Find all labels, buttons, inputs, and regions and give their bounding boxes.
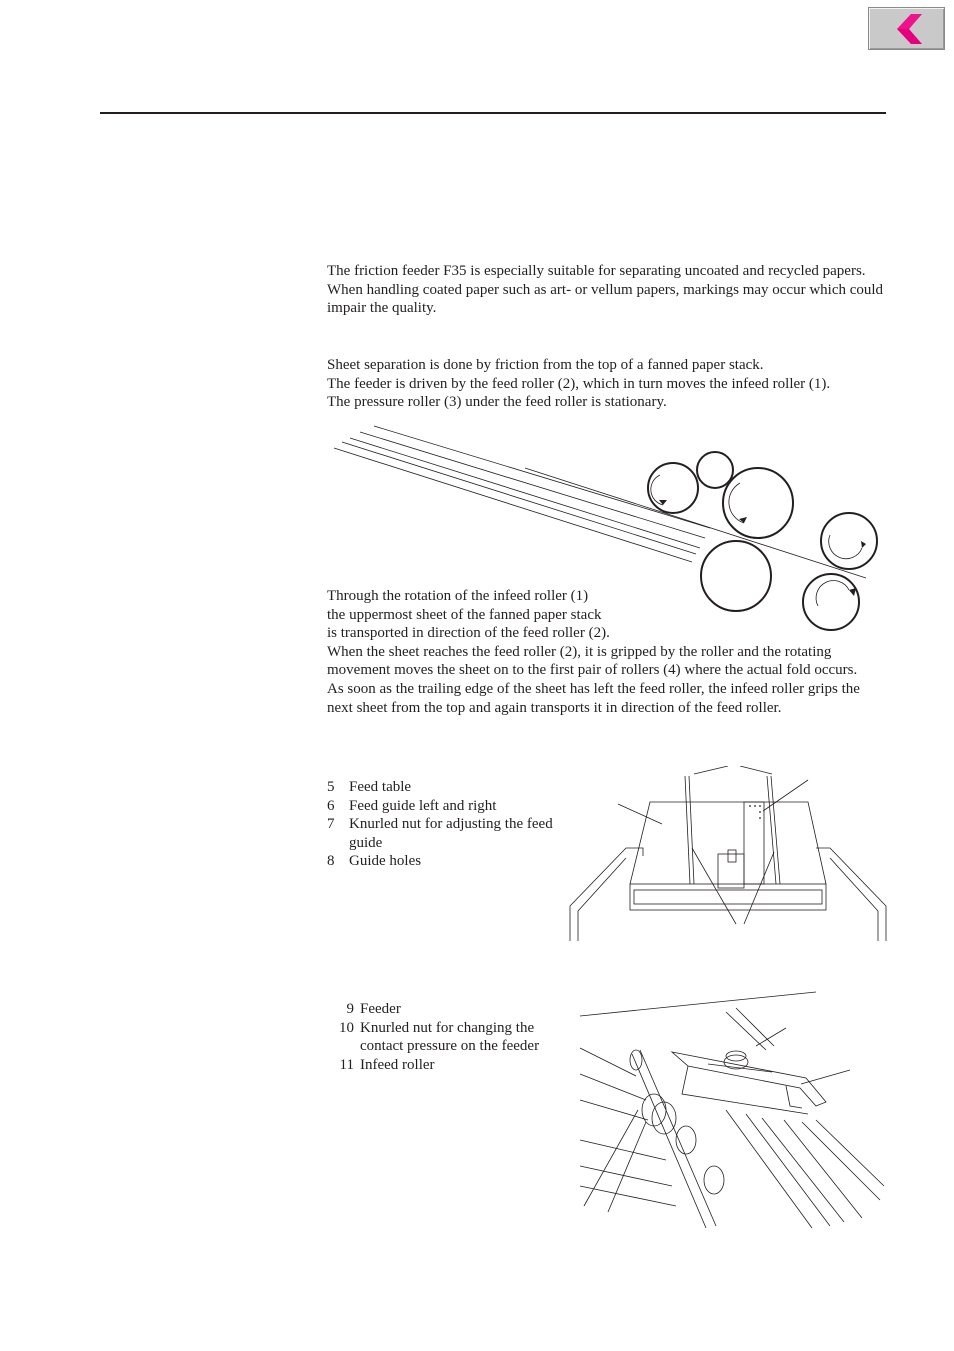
legend-item <box>327 852 557 871</box>
rotation-line: Through the rotation of the infeed roller (1) <box>327 588 589 604</box>
legend-number: 11 <box>339 1056 354 1073</box>
legend-number: 7 <box>327 816 335 833</box>
legend-item <box>327 1056 567 1075</box>
rotation-paragraph <box>327 587 883 717</box>
legend-item <box>327 797 557 816</box>
header-rule <box>100 112 886 114</box>
chevron-left-icon <box>893 13 923 45</box>
intro-paragraph-1 <box>327 262 887 318</box>
intro-paragraph-2 <box>327 356 887 412</box>
feed-roller-2 <box>723 468 793 538</box>
legend-number: 10 <box>339 1019 354 1036</box>
feed-table-illustration <box>568 766 888 944</box>
legend-number: 8 <box>327 853 335 870</box>
legend-item <box>327 778 557 797</box>
intro-line: Sheet separation is done by friction from the top of a fanned paper stack. <box>327 357 764 373</box>
legend-text: Knurled nut for adjusting the feed guide <box>349 816 553 851</box>
legend-number: 6 <box>327 797 335 814</box>
intro-line: The friction feeder F35 is especially suitable for separating uncoated and recycled papers. <box>327 263 866 279</box>
legend-item <box>327 815 557 852</box>
legend-item <box>327 1019 567 1056</box>
intro-line: The feeder is driven by the feed roller (2), which in turn moves the infeed roller (1). <box>327 375 831 392</box>
fold-roller-4-upper <box>821 513 877 569</box>
legend-text: Guide holes <box>349 853 422 870</box>
legend-text: Infeed roller <box>360 1056 435 1073</box>
intro-line: When handling coated paper such as art- or vellum papers, markings may occur which could impair the quality. <box>327 281 884 317</box>
legend-text: Feed guide left and right <box>349 797 497 814</box>
legend-number: 5 <box>327 779 335 795</box>
infeed-roller-1 <box>648 463 698 513</box>
rotation-line: is transported in direction of the feed roller (2). <box>327 625 610 642</box>
rotation-line: When the sheet reaches the feed roller (2), it is gripped by the roller and the rotating movement moves the sheet on to the first pair of rollers (4) where the actual fold occurs. <box>327 643 858 679</box>
feeder-illustration <box>576 990 888 1232</box>
rotation-line: As soon as the trailing edge of the sheet has left the feed roller, the infeed roller grips the next sheet from the top and again transports it in direction of the feed roller. <box>327 680 860 716</box>
legend-text: Knurled nut for changing the contact pressure on the feeder <box>360 1019 540 1055</box>
legend-item <box>327 1000 567 1019</box>
small-roller <box>697 452 733 488</box>
legend-number: 9 <box>346 1001 354 1017</box>
rotation-line: the uppermost sheet of the fanned paper stack <box>327 606 602 623</box>
intro-line: The pressure roller (3) under the feed roller is stationary. <box>327 394 667 411</box>
feeder-legend <box>327 1000 567 1074</box>
back-button[interactable] <box>868 7 945 50</box>
legend-text: Feeder <box>360 1001 401 1017</box>
legend-text: Feed table <box>349 779 412 795</box>
feed-table-legend <box>327 778 557 871</box>
